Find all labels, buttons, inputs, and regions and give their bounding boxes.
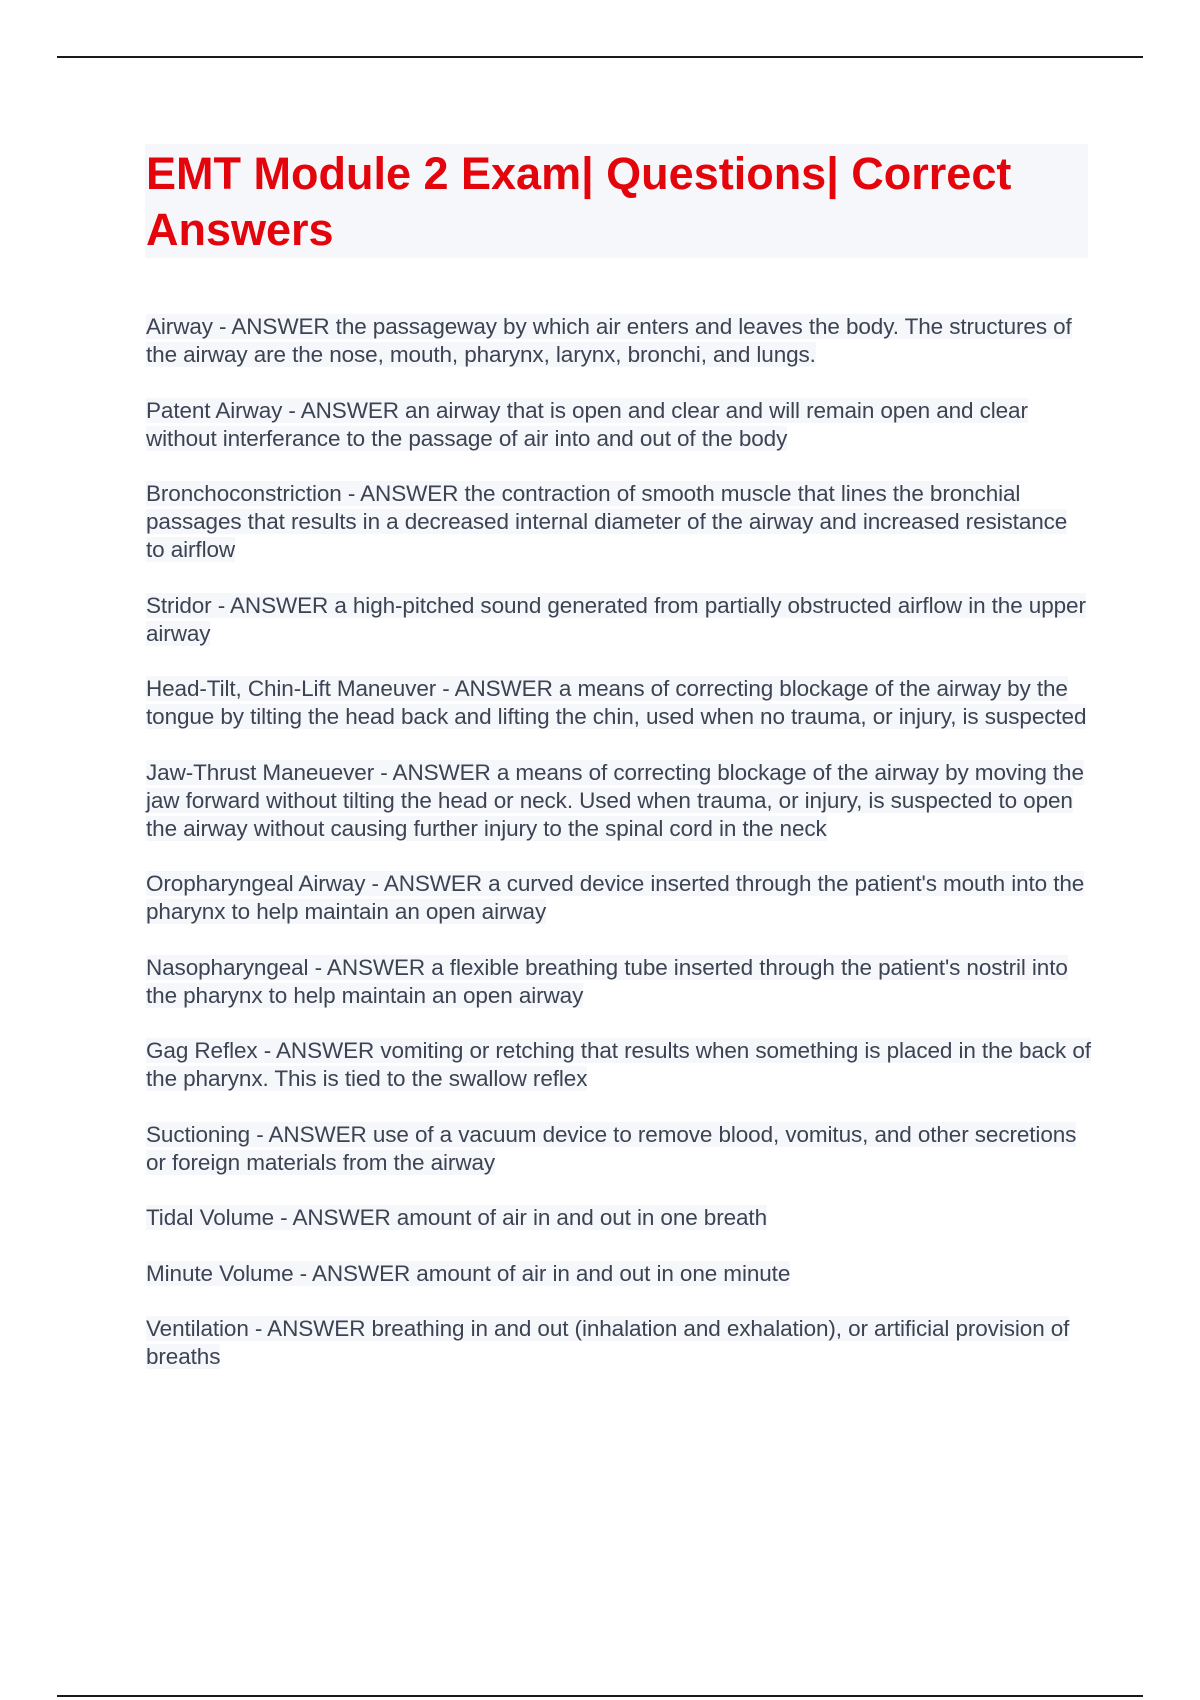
- qa-text: Minute Volume - ANSWER amount of air in and out in one minute: [146, 1260, 791, 1286]
- qa-item-head-tilt-chin-lift: [146, 675, 1091, 731]
- qa-item-bronchoconstriction: [146, 480, 1091, 564]
- qa-item-tidal-volume: [146, 1204, 1091, 1232]
- qa-text: Bronchoconstriction - ANSWER the contraction of smooth muscle that lines the bronchial passages that results in a decreased internal diameter of the airway and increased resistance to airflow: [146, 481, 1068, 562]
- qa-item-patent-airway: [146, 397, 1091, 453]
- qa-item-oropharyngeal-airway: [146, 870, 1091, 926]
- qa-text: Head-Tilt, Chin-Lift Maneuver - ANSWER a means of correcting blockage of the airway by the tongue by tilting the head back and lifting the chin, used when no trauma, or injury, is suspected: [146, 676, 1087, 729]
- top-divider: [57, 56, 1143, 58]
- qa-text: Jaw-Thrust Maneuever - ANSWER a means of correcting blockage of the airway by moving the jaw forward without tilting the head or neck. Used when trauma, or injury, is suspected to open the airway without causing further injury to the spinal cord in the neck: [146, 759, 1084, 841]
- qa-item-airway: [146, 313, 1091, 369]
- qa-text: Oropharyngeal Airway - ANSWER a curved device inserted through the patient's mouth into the pharynx to help maintain an open airway: [146, 871, 1085, 924]
- qa-item-gag-reflex: [146, 1037, 1091, 1093]
- qa-text: Stridor - ANSWER a high-pitched sound generated from partially obstructed airflow in the upper airway: [146, 592, 1086, 646]
- qa-item-nasopharyngeal: [146, 954, 1091, 1010]
- qa-item-suctioning: [146, 1121, 1091, 1177]
- page-title: EMT Module 2 Exam| Questions| Correct Answers: [146, 148, 1012, 255]
- qa-item-jaw-thrust: [146, 759, 1091, 843]
- qa-item-stridor: [146, 592, 1091, 648]
- qa-text: Suctioning - ANSWER use of a vacuum device to remove blood, vomitus, and other secretions or foreign materials from the airway: [146, 1121, 1077, 1175]
- qa-text: Tidal Volume - ANSWER amount of air in and out in one breath: [146, 1205, 768, 1230]
- qa-text: Gag Reflex - ANSWER vomiting or retching that results when something is placed in the back of the pharynx. This is tied to the swallow reflex: [146, 1038, 1091, 1091]
- qa-item-ventilation: [146, 1315, 1091, 1371]
- qa-text: Ventilation - ANSWER breathing in and out (inhalation and exhalation), or artificial provision of breaths: [146, 1316, 1070, 1369]
- bottom-divider: [57, 1695, 1143, 1697]
- qa-text: Nasopharyngeal - ANSWER a flexible breathing tube inserted through the patient's nostril into the pharynx to help maintain an open airway: [146, 954, 1068, 1008]
- qa-list: [146, 313, 1091, 1399]
- qa-item-minute-volume: [146, 1260, 1091, 1288]
- qa-text: Airway - ANSWER the passageway by which air enters and leaves the body. The structures of the airway are the nose, mouth, pharynx, larynx, bronchi, and lungs.: [146, 314, 1072, 367]
- qa-text: Patent Airway - ANSWER an airway that is open and clear and will remain open and clear without interferance to the passage of air into and out of the body: [146, 397, 1028, 451]
